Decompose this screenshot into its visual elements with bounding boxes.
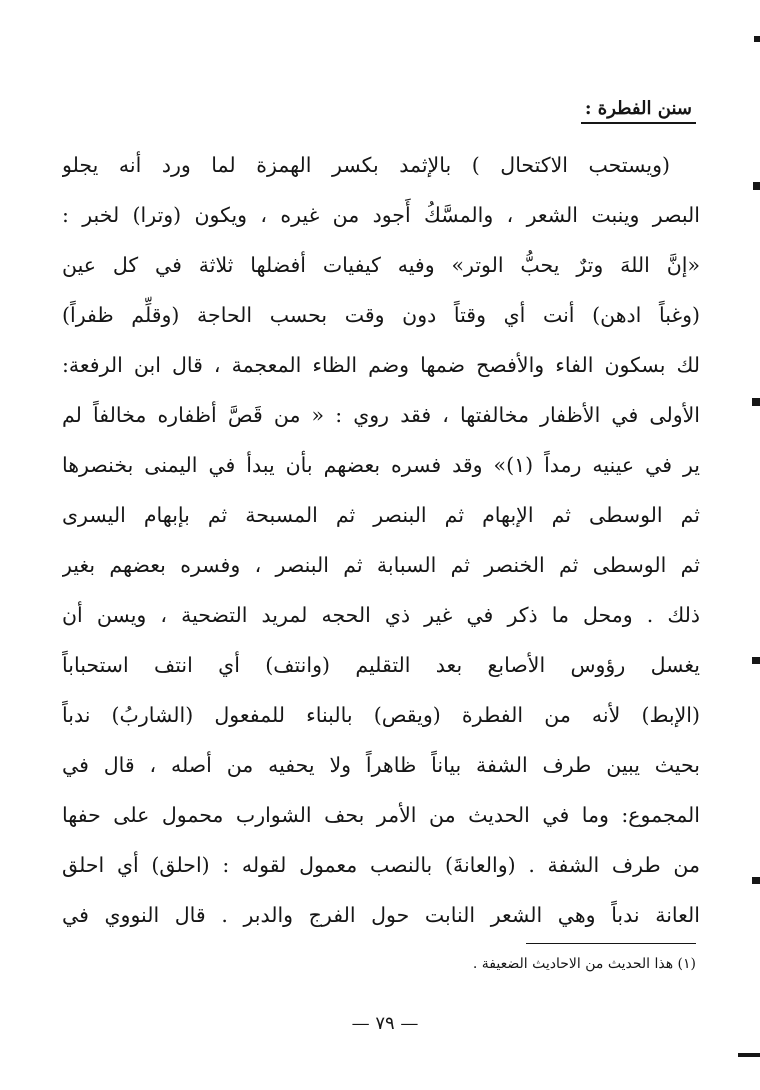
- text-line: (وغباً ادهن) أنت أي وقتاً دون وقت بحسب الحاجة (وقلِّم ظفراً): [62, 303, 700, 327]
- text-line: «إنَّ اللهَ وترٌ يحبُّ الوتر» وفيه كيفيات أفضلها ثلاثة في كل عين: [62, 253, 700, 277]
- scan-mark: [752, 398, 760, 406]
- text-line: لك بسكون الفاء والأفصح ضمها وضم الظاء المعجمة ، قال ابن الرفعة:: [62, 353, 700, 377]
- text-line: بحيث يبين طرف الشفة بياناً ظاهراً ولا يحفيه من أصله ، قال في: [62, 753, 700, 777]
- text-line: يغسل رؤوس الأصابع بعد التقليم (وانتف) أي انتف استحباباً: [62, 653, 700, 677]
- text-line: الأولى في الأظفار مخالفتها ، فقد روي : « من قَصَّ أظفاره مخالفاً لم: [62, 403, 700, 427]
- text-line: العانة ندباً وهي الشعر النابت حول الفرج والدبر . قال النووي في: [62, 903, 700, 927]
- text-line: (ويستحب الاكتحال ) بالإثمد بكسر الهمزة لما ورد أنه يجلو: [62, 153, 670, 177]
- text-line: من طرف الشفة . (والعانةَ) بالنصب معمول لقوله : (احلق) أي احلق: [62, 853, 700, 877]
- text-line: ير في عينيه رمداً (١)» وقد فسره بعضهم بأن يبدأ في اليمنى بخنصرها: [62, 453, 700, 477]
- page-number: — ٧٩ —: [351, 1013, 419, 1034]
- text-line: ثم الوسطى ثم الخنصر ثم السبابة ثم البنصر ، وفسره بعضهم بغير: [62, 553, 700, 577]
- footnote-divider: [526, 943, 696, 944]
- body-text: [62, 140, 700, 940]
- scan-mark: [754, 36, 760, 42]
- footnote: (١) هذا الحديث من الاحاديث الضعيفة .: [472, 956, 696, 972]
- scan-mark: [752, 657, 760, 664]
- text-line: ذلك . ومحل ما ذكر في غير ذي الحجه لمريد التضحية ، ويسن أن: [62, 603, 700, 627]
- text-line: ثم الوسطى ثم الإبهام ثم البنصر ثم المسبحة ثم بإبهام اليسرى: [62, 503, 700, 527]
- section-header: سنن الفطرة :: [581, 98, 696, 124]
- scan-mark: [738, 1053, 760, 1057]
- text-line: البصر وينبت الشعر ، والمسَّكُ أَجود من غيره ، ويكون (وترا) لخبر :: [62, 203, 700, 227]
- text-line: (الإبط) لأنه من الفطرة (ويقص) بالبناء للمفعول (الشاربُ) ندباً: [62, 703, 700, 727]
- scan-mark: [752, 877, 760, 884]
- scan-mark: [753, 182, 760, 190]
- text-line: المجموع: وما في الحديث من الأمر بحف الشوارب محمول على حفها: [62, 803, 700, 827]
